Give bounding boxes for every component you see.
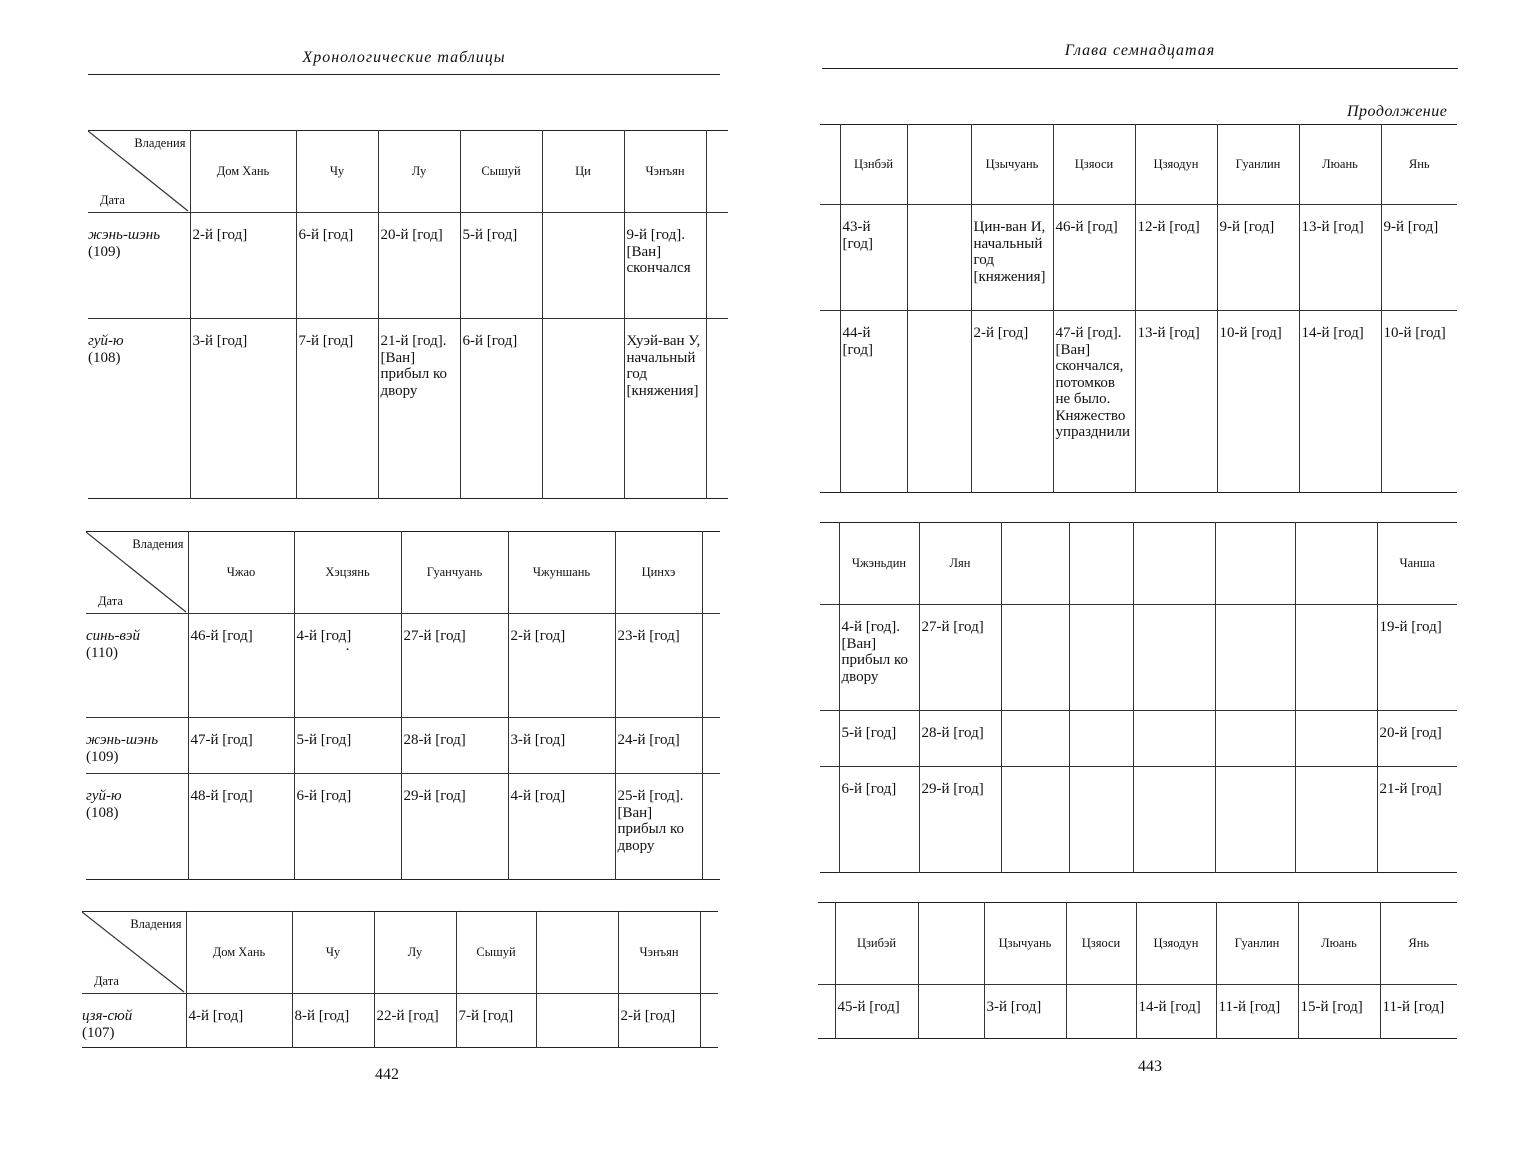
column-header: Янь xyxy=(1381,125,1457,205)
empty-cell xyxy=(820,767,839,873)
continuation-label: Продолжение xyxy=(1347,103,1448,120)
column-header: Гуанчуань xyxy=(401,532,508,614)
empty-cell xyxy=(706,131,728,213)
column-header: Сышуй xyxy=(456,912,536,994)
column-header xyxy=(1001,523,1069,605)
column-header: Цзяоси xyxy=(1053,125,1135,205)
column-header: Лу xyxy=(374,912,456,994)
table-cell: 29-й [год] xyxy=(401,774,508,880)
table-cell: 19-й [год] xyxy=(1377,605,1457,711)
era-name: жэнь-шэнь xyxy=(86,732,159,748)
date-cell xyxy=(86,718,188,774)
table-cell xyxy=(294,614,401,718)
holdings-label: Владения xyxy=(132,537,184,551)
table-cell xyxy=(1069,767,1133,873)
table-cell: 47-й [год] xyxy=(188,718,294,774)
page-number-left: 442 xyxy=(375,1066,399,1083)
empty-cell xyxy=(818,903,835,985)
column-header xyxy=(536,912,618,994)
diagonal-header-cell xyxy=(88,131,190,213)
table-cell: 9-й [год]. [Ван] скончался xyxy=(624,213,706,319)
table-cell xyxy=(1133,711,1215,767)
column-header: Гуанлин xyxy=(1217,125,1299,205)
table-cell: 45-й [год] xyxy=(835,985,918,1039)
column-header: Цзычуань xyxy=(984,903,1066,985)
column-header xyxy=(907,125,971,205)
empty-cell xyxy=(820,125,840,205)
column-header: Янь xyxy=(1380,903,1457,985)
table-cell: 21-й [год] xyxy=(1377,767,1457,873)
column-header: Лян xyxy=(919,523,1001,605)
table-cell: 21-й [год]. [Ван] прибыл ко двору xyxy=(378,319,460,499)
table-cell: 5-й [год] xyxy=(294,718,401,774)
table-cell: 2-й [год] xyxy=(971,311,1053,493)
running-head-right: Глава семнадцатая xyxy=(1064,42,1216,59)
column-header: Чэнъян xyxy=(624,131,706,213)
table-cell: 25-й [год]. [Ван] прибыл ко двору xyxy=(615,774,702,880)
table-cell xyxy=(536,994,618,1048)
page-number-right: 443 xyxy=(1138,1058,1162,1075)
table-cell: 3-й [год] xyxy=(190,319,296,499)
chronology-table-4 xyxy=(820,124,1457,493)
column-header xyxy=(1295,523,1377,605)
column-header: Чу xyxy=(292,912,374,994)
table-row xyxy=(820,311,1457,493)
column-header: Цзычуань xyxy=(971,125,1053,205)
table-cell: 20-й [год] xyxy=(378,213,460,319)
header-rule xyxy=(88,74,720,75)
table-row xyxy=(88,213,728,319)
date-cell xyxy=(88,213,190,319)
column-header: Цзнбэй xyxy=(840,125,907,205)
column-header: Цзибэй xyxy=(835,903,918,985)
table-header-row xyxy=(820,523,1457,605)
column-header: Цзяодун xyxy=(1135,125,1217,205)
empty-cell xyxy=(702,614,720,718)
column-header: Чжэньдин xyxy=(839,523,919,605)
holdings-label: Владения xyxy=(134,136,186,150)
empty-cell xyxy=(820,711,839,767)
table-header-row xyxy=(86,532,720,614)
table-cell: 43-й [год] xyxy=(840,205,907,311)
column-header: Цзяоси xyxy=(1066,903,1136,985)
column-header: Цинхэ xyxy=(615,532,702,614)
table-cell: 10-й [год] xyxy=(1381,311,1457,493)
table-cell: 44-й [год] xyxy=(840,311,907,493)
column-header xyxy=(918,903,984,985)
table-cell xyxy=(1295,711,1377,767)
empty-cell xyxy=(820,311,840,493)
year-number: (109) xyxy=(88,243,121,260)
column-header: Чу xyxy=(296,131,378,213)
table-cell xyxy=(1215,767,1295,873)
table-header-row xyxy=(82,912,718,994)
empty-cell xyxy=(706,319,728,499)
empty-cell xyxy=(702,718,720,774)
table-cell: 28-й [год] xyxy=(401,718,508,774)
table-cell xyxy=(1215,711,1295,767)
era-name: гуй-ю xyxy=(88,333,124,349)
table-header-row xyxy=(88,131,728,213)
empty-cell xyxy=(706,213,728,319)
table-cell: 8-й [год] xyxy=(292,994,374,1048)
ink-dot: · xyxy=(345,641,350,658)
table-cell xyxy=(1069,605,1133,711)
table-cell: 6-й [год] xyxy=(294,774,401,880)
holdings-label: Владения xyxy=(130,917,182,931)
table-cell xyxy=(1295,605,1377,711)
table-cell: 11-й [год] xyxy=(1216,985,1298,1039)
table-header-row xyxy=(818,903,1457,985)
table-cell: 23-й [год] xyxy=(615,614,702,718)
table-cell xyxy=(1066,985,1136,1039)
column-header: Лу xyxy=(378,131,460,213)
chronology-table-5 xyxy=(820,522,1457,873)
chronology-table-3 xyxy=(82,911,718,1048)
table-cell: Хуэй-ван У, начальный год [княжения] xyxy=(624,319,706,499)
empty-cell xyxy=(702,532,720,614)
chronology-table-6 xyxy=(818,902,1457,1039)
running-head-left: Хронологические таблицы xyxy=(302,49,506,66)
table-cell: 14-й [год] xyxy=(1299,311,1381,493)
column-header xyxy=(1069,523,1133,605)
table-cell: 6-й [год] xyxy=(839,767,919,873)
table-cell xyxy=(1069,711,1133,767)
year-number: (108) xyxy=(86,804,119,821)
table-row xyxy=(88,319,728,499)
table-cell: 5-й [год] xyxy=(460,213,542,319)
date-cell xyxy=(86,774,188,880)
table-cell xyxy=(542,213,624,319)
table-cell: 27-й [год] xyxy=(401,614,508,718)
table-cell: 7-й [год] xyxy=(456,994,536,1048)
table-cell: 12-й [год] xyxy=(1135,205,1217,311)
table-cell: 48-й [год] xyxy=(188,774,294,880)
table-cell xyxy=(1133,605,1215,711)
table-cell xyxy=(1001,767,1069,873)
table-row xyxy=(820,205,1457,311)
table-header-row xyxy=(820,125,1457,205)
column-header: Чанша xyxy=(1377,523,1457,605)
column-header xyxy=(1133,523,1215,605)
empty-cell xyxy=(700,994,718,1048)
date-cell xyxy=(88,319,190,499)
column-header: Гуанлин xyxy=(1216,903,1298,985)
table-cell: 2-й [год] xyxy=(508,614,615,718)
table-cell xyxy=(907,205,971,311)
table-cell xyxy=(907,311,971,493)
table-cell: 10-й [год] xyxy=(1217,311,1299,493)
date-cell xyxy=(86,614,188,718)
table-cell: 13-й [год] xyxy=(1135,311,1217,493)
column-header: Чжао xyxy=(188,532,294,614)
era-name: гуй-ю xyxy=(86,788,122,804)
table-cell: 46-й [год] xyxy=(1053,205,1135,311)
column-header: Ци xyxy=(542,131,624,213)
table-cell: 11-й [год] xyxy=(1380,985,1457,1039)
table-cell: 15-й [год] xyxy=(1298,985,1380,1039)
column-header: Чэнъян xyxy=(618,912,700,994)
table-row xyxy=(82,994,718,1048)
table-cell xyxy=(542,319,624,499)
table-cell: 6-й [год] xyxy=(296,213,378,319)
table-cell: 3-й [год] xyxy=(508,718,615,774)
year-number: (109) xyxy=(86,748,119,765)
table-cell: 5-й [год] xyxy=(839,711,919,767)
empty-cell xyxy=(820,605,839,711)
date-label: Дата xyxy=(100,193,125,207)
table-cell: 9-й [год] xyxy=(1217,205,1299,311)
table-cell: 47-й [год]. [Ван] скончался, потомков не было. Княжество упразднили xyxy=(1053,311,1135,493)
column-header: Чжуншань xyxy=(508,532,615,614)
table-cell: 14-й [год] xyxy=(1136,985,1216,1039)
table-cell: 27-й [год] xyxy=(919,605,1001,711)
table-cell xyxy=(918,985,984,1039)
table-cell: 20-й [год] xyxy=(1377,711,1457,767)
table-row xyxy=(820,711,1457,767)
empty-cell xyxy=(818,985,835,1039)
cell-text: 4-й [год] xyxy=(296,628,352,644)
table-cell xyxy=(1001,605,1069,711)
column-header: Цзяодун xyxy=(1136,903,1216,985)
year-number: (110) xyxy=(86,644,118,661)
table-cell: 22-й [год] xyxy=(374,994,456,1048)
column-header: Дом Хань xyxy=(190,131,296,213)
table-cell: 2-й [год] xyxy=(618,994,700,1048)
table-row xyxy=(820,767,1457,873)
table-cell xyxy=(1133,767,1215,873)
right-page xyxy=(767,0,1534,1152)
table-cell: 9-й [год] xyxy=(1381,205,1457,311)
date-cell xyxy=(82,994,186,1048)
table-cell: 4-й [год] xyxy=(186,994,292,1048)
diagonal-header-cell xyxy=(82,912,186,994)
era-name: жэнь-шэнь xyxy=(88,227,161,243)
chronology-table-2 xyxy=(86,531,720,880)
date-label: Дата xyxy=(94,974,119,988)
chronology-table-1 xyxy=(88,130,728,499)
table-row xyxy=(86,614,720,718)
table-cell: 13-й [год] xyxy=(1299,205,1381,311)
year-number: (108) xyxy=(88,349,121,366)
empty-cell xyxy=(702,774,720,880)
table-row xyxy=(820,605,1457,711)
table-cell: Цин-ван И, начальный год [княжения] xyxy=(971,205,1053,311)
empty-cell xyxy=(700,912,718,994)
era-name: синь-вэй xyxy=(86,628,141,644)
table-cell: 46-й [год] xyxy=(188,614,294,718)
column-header: Сышуй xyxy=(460,131,542,213)
table-cell: 6-й [год] xyxy=(460,319,542,499)
table-cell: 4-й [год]. [Ван] прибыл ко двору xyxy=(839,605,919,711)
table-cell: 28-й [год] xyxy=(919,711,1001,767)
column-header: Люань xyxy=(1299,125,1381,205)
empty-cell xyxy=(820,523,839,605)
table-row xyxy=(818,985,1457,1039)
column-header xyxy=(1215,523,1295,605)
empty-cell xyxy=(820,205,840,311)
date-label: Дата xyxy=(98,594,123,608)
table-cell: 7-й [год] xyxy=(296,319,378,499)
table-cell: 24-й [год] xyxy=(615,718,702,774)
era-name: цзя-сюй xyxy=(82,1008,133,1024)
diagonal-header-cell xyxy=(86,532,188,614)
table-cell xyxy=(1001,711,1069,767)
table-cell: 2-й [год] xyxy=(190,213,296,319)
column-header: Дом Хань xyxy=(186,912,292,994)
table-cell xyxy=(1215,605,1295,711)
year-number: (107) xyxy=(82,1024,115,1041)
table-cell: 3-й [год] xyxy=(984,985,1066,1039)
column-header: Люань xyxy=(1298,903,1380,985)
table-cell xyxy=(1295,767,1377,873)
table-row xyxy=(86,718,720,774)
header-rule xyxy=(822,68,1458,69)
table-cell: 29-й [год] xyxy=(919,767,1001,873)
table-cell: 4-й [год] xyxy=(508,774,615,880)
table-row xyxy=(86,774,720,880)
column-header: Хэцзянь xyxy=(294,532,401,614)
